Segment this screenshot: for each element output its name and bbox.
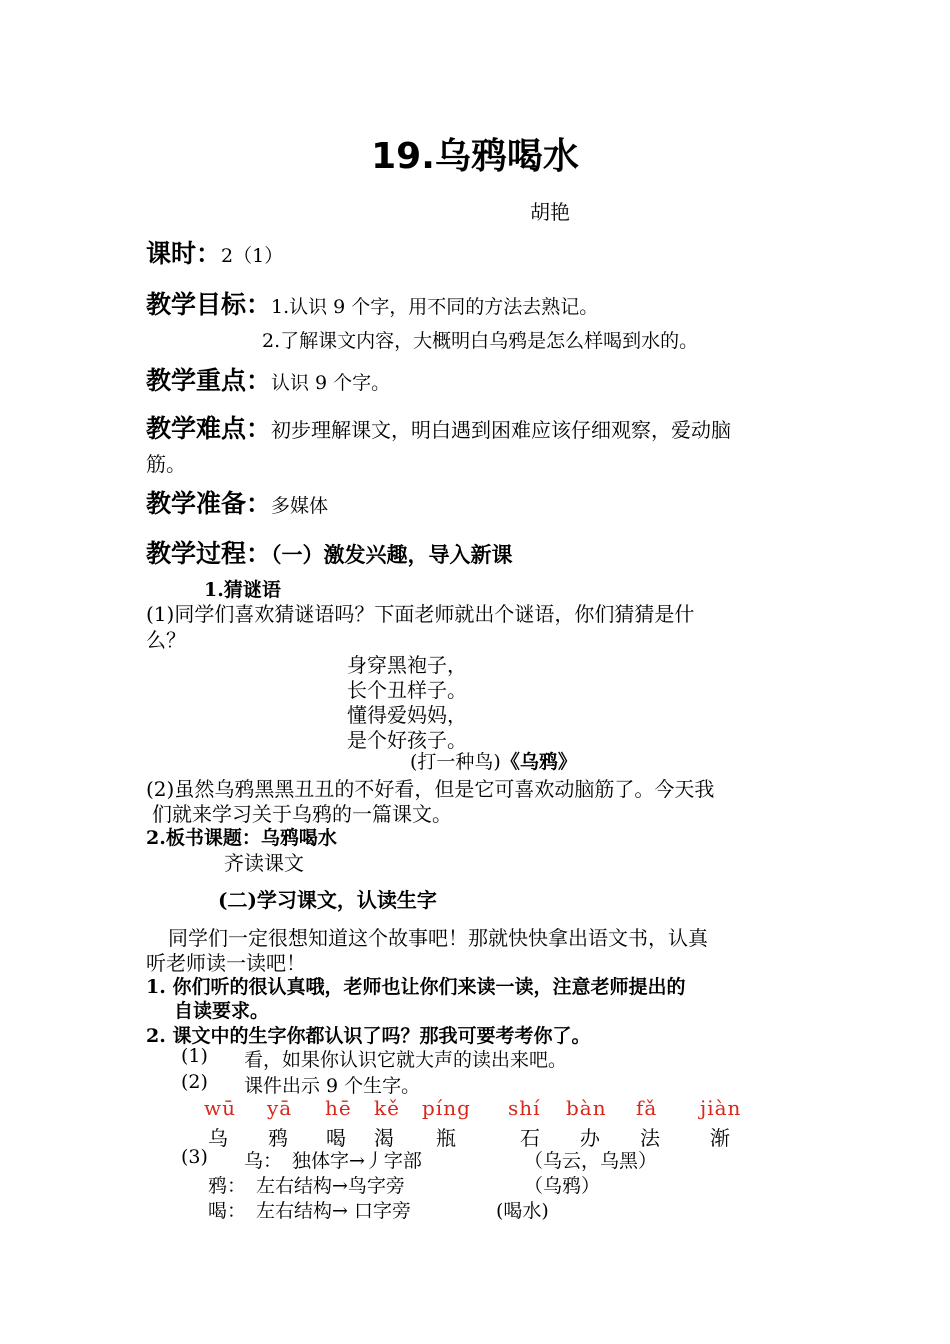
intro-line1: 同学们一定很想知道这个故事吧！那就快快拿出语文书，认真 bbox=[168, 926, 708, 950]
pinyin-row bbox=[0, 1096, 950, 1122]
riddle-line-4: 是个好孩子。 bbox=[347, 728, 467, 752]
preparation-row bbox=[146, 484, 328, 520]
analysis-3-structure: 左右结构→ 口字旁 bbox=[256, 1200, 411, 1222]
difficulty-value-cont: 筋。 bbox=[146, 452, 186, 476]
step2-row bbox=[146, 823, 337, 850]
pinyin-7: bàn bbox=[566, 1096, 607, 1120]
analysis-2-char: 鸦： bbox=[208, 1175, 247, 1197]
analysis-3-char: 喝： bbox=[208, 1200, 247, 1222]
char-1: 乌 bbox=[208, 1126, 228, 1150]
goals-label: 教学目标： bbox=[146, 290, 272, 319]
part1-title: （一）激发兴趣，导入新课 bbox=[271, 543, 513, 567]
characters-row bbox=[0, 1122, 950, 1148]
step2-value: 乌鸦喝水 bbox=[260, 827, 337, 849]
char-6: 石 bbox=[520, 1126, 540, 1150]
pinyin-3: hē bbox=[325, 1096, 352, 1120]
key-point-row bbox=[146, 361, 390, 397]
page-title: 19.乌鸦喝水 bbox=[371, 136, 579, 177]
riddle-hint: (打一种鸟) bbox=[410, 751, 501, 773]
pinyin-6: shí bbox=[508, 1096, 541, 1120]
riddle-line-2: 长个丑样子。 bbox=[347, 678, 467, 702]
riddle-line-1: 身穿黑袍子， bbox=[347, 653, 467, 677]
preparation-label: 教学准备： bbox=[146, 489, 272, 518]
pinyin-4: kě bbox=[374, 1096, 400, 1120]
goal-item-2: 2.了解课文内容，大概明白乌鸦是怎么样喝到水的。 bbox=[262, 330, 699, 352]
question-1-line2: 么？ bbox=[146, 628, 186, 652]
char-3: 喝 bbox=[326, 1126, 346, 1150]
step1-title: 1.猜谜语 bbox=[204, 579, 281, 601]
preparation-value: 多媒体 bbox=[271, 495, 329, 517]
goals-row bbox=[146, 285, 598, 321]
char-9: 渐 bbox=[710, 1126, 730, 1150]
difficulty-row bbox=[146, 409, 731, 445]
step2-read: 齐读课文 bbox=[224, 851, 304, 875]
analysis-1-example: （乌云，乌黑） bbox=[524, 1150, 658, 1172]
riddle-answer: 《乌鸦》 bbox=[500, 751, 577, 773]
sub1-text: 看，如果你认识它就大声的读出来吧。 bbox=[244, 1049, 568, 1071]
author-name: 胡艳 bbox=[530, 200, 570, 224]
char-4: 渴 bbox=[374, 1126, 394, 1150]
goal-item-1: 1.认识 9 个字，用不同的方法去熟记。 bbox=[271, 296, 599, 318]
difficulty-label: 教学难点： bbox=[146, 414, 272, 443]
char-7: 办 bbox=[580, 1126, 600, 1150]
pinyin-5: píng bbox=[422, 1096, 471, 1120]
lesson-hours-row bbox=[146, 234, 283, 270]
item1-line1: 1. 你们听的很认真哦，老师也让你们来读一读，注意老师提出的 bbox=[146, 976, 686, 998]
lesson-hours-value: 2（1） bbox=[221, 245, 284, 267]
pinyin-8: fǎ bbox=[636, 1096, 658, 1120]
difficulty-value: 初步理解课文，明白遇到困难应该仔细观察，爱动脑 bbox=[271, 418, 732, 442]
pinyin-2: yā bbox=[267, 1096, 293, 1120]
question-1-line1: (1)同学们喜欢猜谜语吗？下面老师就出个谜语，你们猜猜是什 bbox=[146, 602, 695, 626]
intro-line2: 听老师读一读吧！ bbox=[146, 951, 306, 975]
item2: 2. 课文中的生字你都认识了吗？那我可要考考你了。 bbox=[146, 1025, 591, 1047]
analysis-2-structure: 左右结构→鸟字旁 bbox=[256, 1175, 405, 1197]
process-row bbox=[146, 534, 513, 570]
sub3-number: (3) bbox=[181, 1146, 208, 1168]
key-point-label: 教学重点： bbox=[146, 366, 272, 395]
char-2: 鸦 bbox=[268, 1126, 288, 1150]
pinyin-9: jiàn bbox=[700, 1096, 742, 1120]
part2-title: (二)学习课文，认读生字 bbox=[218, 888, 437, 912]
analysis-1-char: 乌： bbox=[244, 1150, 283, 1172]
sub2-number: (2) bbox=[181, 1071, 208, 1093]
question-2-line2: 们就来学习关于乌鸦的一篇课文。 bbox=[152, 802, 452, 826]
key-point-value: 认识 9 个字。 bbox=[271, 372, 391, 394]
char-8: 法 bbox=[640, 1126, 660, 1150]
step2-label: 2.板书课题： bbox=[146, 827, 261, 849]
riddle-hint-row bbox=[410, 747, 577, 774]
analysis-2-example: （乌鸦） bbox=[524, 1175, 601, 1197]
analysis-3-example: (喝水) bbox=[496, 1200, 549, 1222]
char-5: 瓶 bbox=[436, 1126, 456, 1150]
riddle-line-3: 懂得爱妈妈， bbox=[347, 703, 467, 727]
item1-line2: 自读要求。 bbox=[174, 1000, 270, 1022]
sub1-number: (1) bbox=[181, 1045, 208, 1067]
analysis-1-structure: 独体字→丿字部 bbox=[292, 1150, 422, 1172]
question-2-line1: (2)虽然乌鸦黑黑丑丑的不好看，但是它可喜欢动脑筋了。今天我 bbox=[146, 777, 715, 801]
pinyin-1: wū bbox=[204, 1096, 236, 1120]
process-label: 教学过程： bbox=[146, 539, 272, 568]
sub2-text: 课件出示 9 个生字。 bbox=[244, 1075, 421, 1097]
lesson-hours-label: 课时： bbox=[146, 239, 222, 268]
